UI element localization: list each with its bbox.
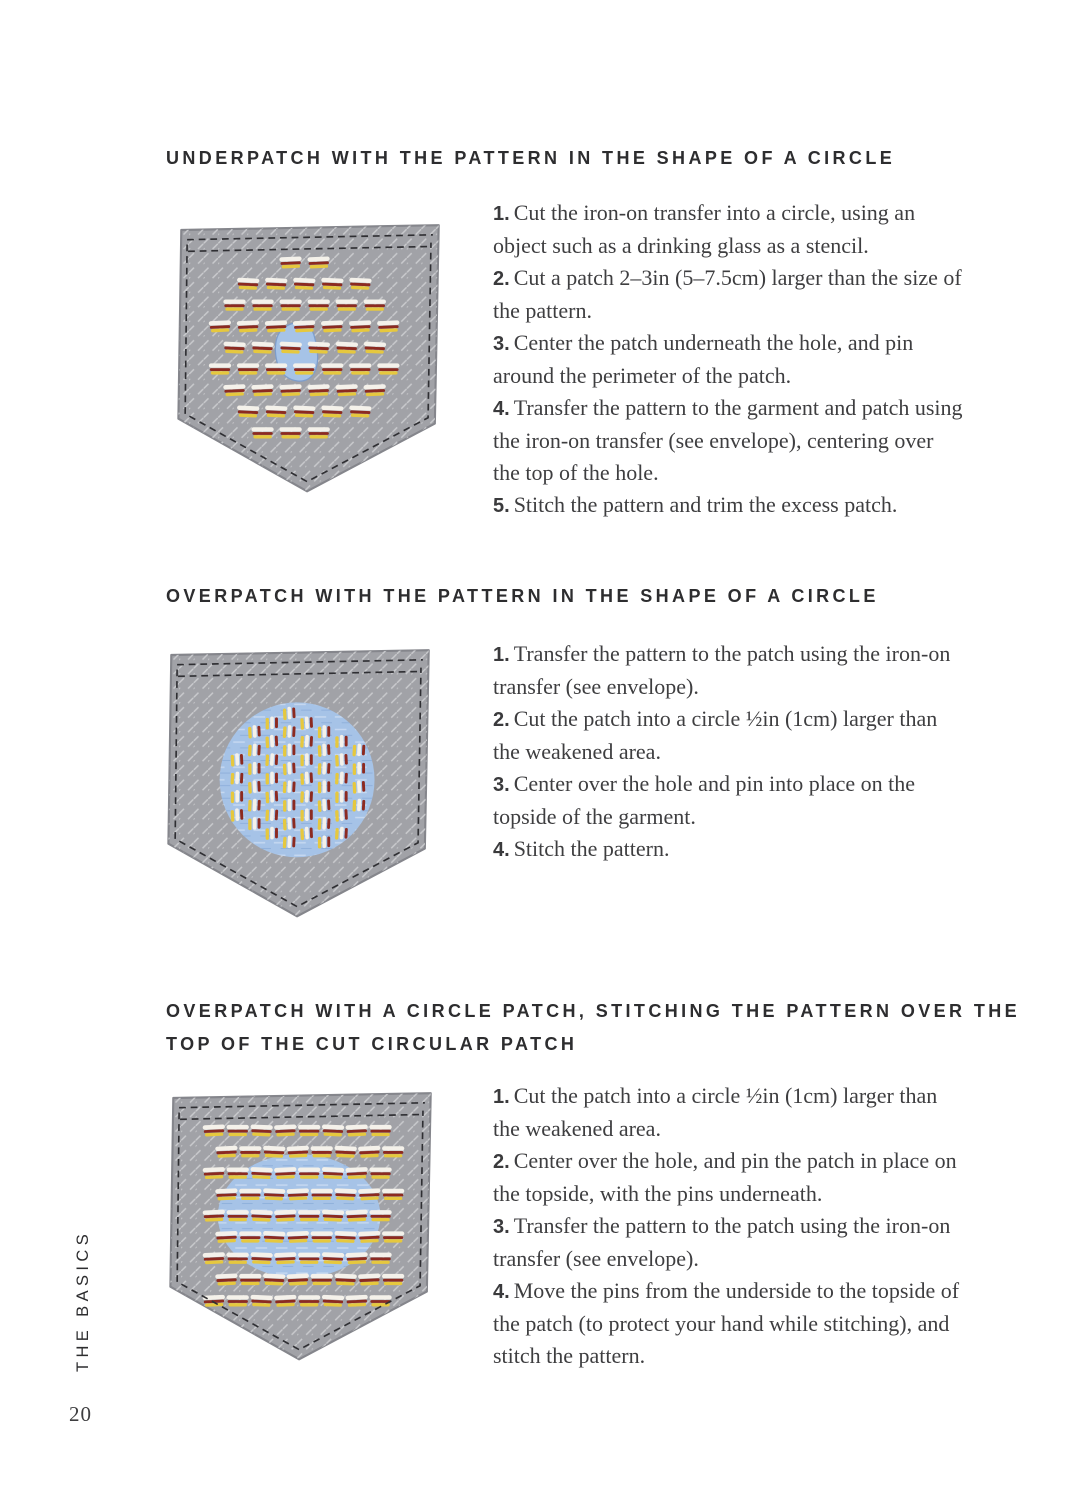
step-text: Cut a patch 2–3in (5–7.5cm) larger than the size of the pattern. — [493, 265, 962, 323]
step — [493, 327, 965, 392]
step-number: 4. — [493, 839, 510, 861]
step — [493, 833, 965, 866]
instruction-steps-underpatch — [493, 197, 965, 522]
step — [493, 638, 965, 703]
section-heading-overpatch-square: OVERPATCH WITH A CIRCLE PATCH, STITCHING THE PATTERN OVER THE TOP OF THE CUT CIRCULAR PATCH — [166, 1001, 1021, 1054]
step — [493, 1275, 965, 1372]
step-number: 3. — [493, 333, 510, 355]
step-text: Move the pins from the underside to the topside of the patch (to protect your hand while stitching), and stitch the pattern. — [493, 1278, 960, 1368]
step — [493, 262, 965, 327]
step-text: Cut the patch into a circle ½in (1cm) larger than the weakened area. — [493, 706, 938, 764]
step-number: 1. — [493, 644, 510, 666]
step-text: Center over the hole and pin into place on the topside of the garment. — [493, 771, 916, 829]
step-text: Center over the hole, and pin the patch in place on the topside, with the pins underneath. — [493, 1148, 957, 1206]
step — [493, 197, 965, 262]
step-text: Cut the iron-on transfer into a circle, using an object such as a drinking glass as a stencil. — [493, 200, 916, 258]
step-number: 4. — [493, 1281, 510, 1303]
underpatch-pocket-figure — [160, 200, 460, 500]
page-number: 20 — [69, 1402, 92, 1426]
step-text: Stitch the pattern. — [513, 836, 670, 861]
step-number: 1. — [493, 1086, 510, 1108]
step-text: Cut the patch into a circle ½in (1cm) larger than the weakened area. — [493, 1083, 938, 1141]
overpatch-square-pocket-figure — [152, 1068, 452, 1368]
step-number: 2. — [493, 709, 510, 731]
step-number: 4. — [493, 398, 510, 420]
step-text: Transfer the pattern to the patch using the iron-on transfer (see envelope). — [493, 1213, 951, 1271]
step — [493, 1145, 965, 1210]
step — [493, 392, 965, 489]
section-heading-underpatch: UNDERPATCH WITH THE PATTERN IN THE SHAPE OF A CIRCLE — [166, 148, 896, 168]
step-number: 3. — [493, 774, 510, 796]
instruction-steps-overpatch-circle — [493, 638, 965, 866]
step-number: 2. — [493, 268, 510, 290]
section-heading-overpatch-circle: OVERPATCH WITH THE PATTERN IN THE SHAPE OF A CIRCLE — [166, 586, 879, 606]
chapter-label: THE BASICS — [74, 1229, 92, 1372]
step-number: 3. — [493, 1216, 510, 1238]
overpatch-circle-pocket-figure — [150, 625, 450, 925]
step-text: Center the patch underneath the hole, and pin around the perimeter of the patch. — [493, 330, 914, 388]
step — [493, 489, 965, 522]
step-text: Transfer the pattern to the patch using the iron-on transfer (see envelope). — [493, 641, 951, 699]
step-number: 5. — [493, 495, 510, 517]
instruction-steps-overpatch-square — [493, 1080, 965, 1372]
step — [493, 1080, 965, 1145]
step-number: 2. — [493, 1151, 510, 1173]
step — [493, 768, 965, 833]
step — [493, 1210, 965, 1275]
step-text: Stitch the pattern and trim the excess patch. — [513, 492, 898, 517]
step-number: 1. — [493, 203, 510, 225]
step — [493, 703, 965, 768]
step-text: Transfer the pattern to the garment and patch using the iron-on transfer (see envelope), centering over the top of the hole. — [493, 395, 963, 485]
